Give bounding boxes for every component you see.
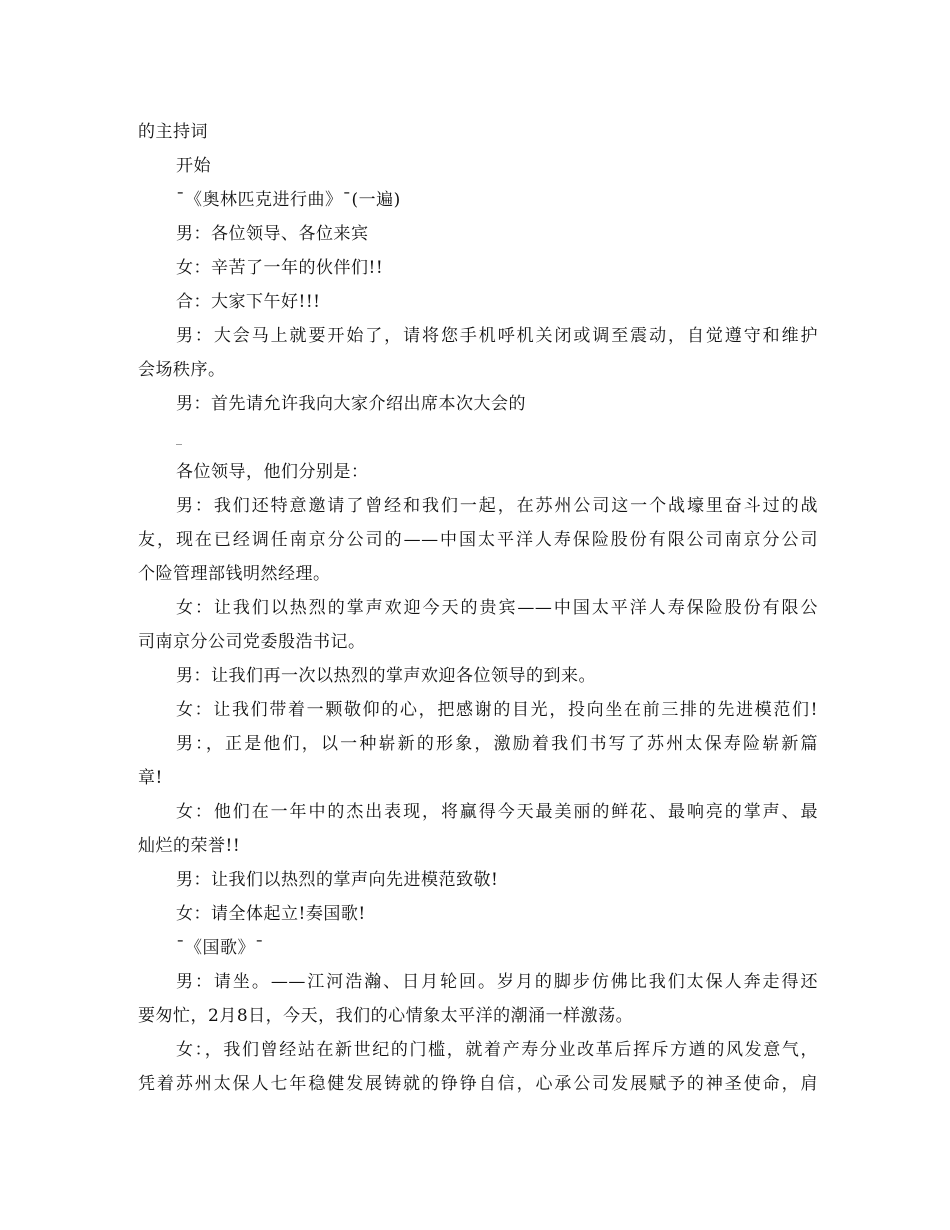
text-line: 女：他们在一年中的杰出表现，将赢得今天最美丽的鲜花、最响亮的掌声、最 <box>176 802 818 822</box>
text-line: 男：各位领导、各位来宾 <box>176 224 369 244</box>
text-line: 灿烂的荣誉!! <box>138 836 241 856</box>
text-line: 男：我们还特意邀请了曾经和我们一起，在苏州公司这一个战壕里奋斗过的战 <box>176 496 818 516</box>
text-line: 个险管理部钱明然经理。 <box>138 564 331 584</box>
text-line: ¯《奥林匹克进行曲》¯(一遍) <box>176 190 401 210</box>
text-line: 男：大会马上就要开始了，请将您手机呼机关闭或调至震动，自觉遵守和维护 <box>176 326 818 346</box>
text-line: ¯《国歌》¯ <box>176 938 264 958</box>
text-line: 友，现在已经调任南京分公司的——中国太平洋人寿保险股份有限公司南京分公司 <box>138 530 818 550</box>
text-line: 各位领导，他们分别是： <box>176 462 369 482</box>
text-line: 女：请全体起立!奏国歌! <box>176 904 366 924</box>
text-line: 司南京分公司党委殷浩书记。 <box>138 632 366 652</box>
text-line: 男：请坐。——江河浩瀚、日月轮回。岁月的脚步仿佛比我们太保人奔走得还 <box>176 972 818 992</box>
text-line: 男：让我们再一次以热烈的掌声欢迎各位领导的到来。 <box>176 666 596 686</box>
text-line: 男：，正是他们，以一种崭新的形象，激励着我们书写了苏州太保寿险崭新篇 <box>176 734 818 754</box>
text-line: 的主持词 <box>138 122 208 142</box>
text-line: 会场秩序。 <box>138 360 226 380</box>
text-line: 女：让我们以热烈的掌声欢迎今天的贵宾——中国太平洋人寿保险股份有限公 <box>176 598 818 618</box>
dash-marker: _ <box>176 431 183 445</box>
text-line: 男：首先请允许我向大家介绍出席本次大会的 <box>176 394 526 414</box>
text-line: 要匆忙，2月8日，今天，我们的心情象太平洋的潮涌一样激荡。 <box>138 1006 634 1026</box>
text-line: 开始 <box>176 156 211 176</box>
text-line: 男：让我们以热烈的掌声向先进模范致敬! <box>176 870 499 890</box>
text-line: 凭着苏州太保人七年稳健发展铸就的铮铮自信，心承公司发展赋予的神圣使命，肩 <box>138 1074 818 1094</box>
text-line: 女：让我们带着一颗敬仰的心，把感谢的目光，投向坐在前三排的先进模范们! <box>176 700 818 720</box>
text-line: 章! <box>138 768 163 788</box>
text-line: 女：，我们曾经站在新世纪的门槛，就着产寿分业改革后挥斥方遒的风发意气， <box>176 1040 818 1060</box>
text-line: 合：大家下午好!!! <box>176 292 321 312</box>
document-body <box>138 115 818 1101</box>
text-line: 女：辛苦了一年的伙伴们!! <box>176 258 384 278</box>
